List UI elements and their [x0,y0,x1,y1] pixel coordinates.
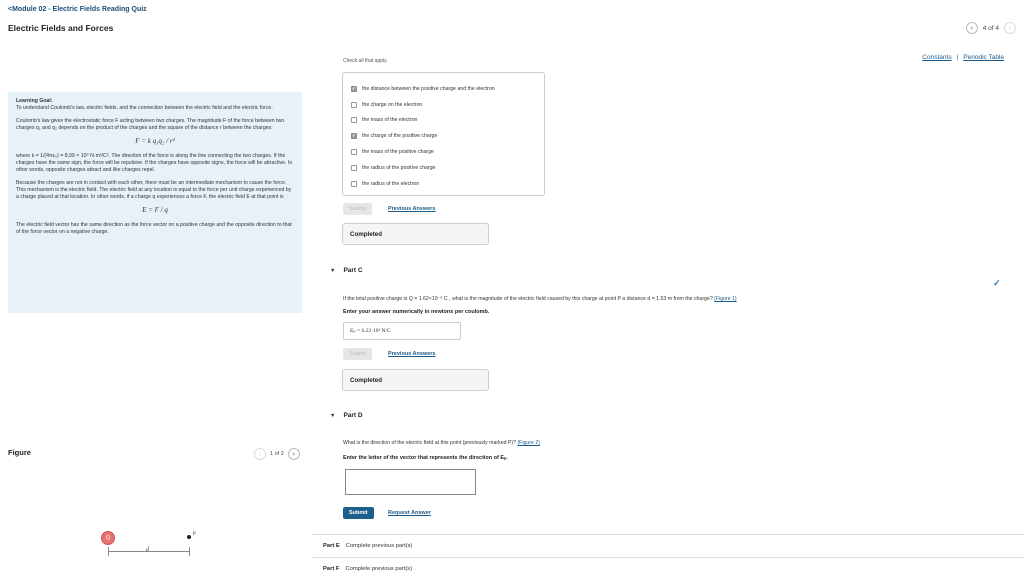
part-b-completed-status: Completed [342,223,489,245]
checkbox-label: the radius of the positive charge [362,164,436,171]
part-f-row[interactable] [323,566,412,572]
learning-goal-title: Learning Goal: [16,98,53,104]
part-e-title: Part E [323,543,340,549]
caret-down-icon: ▼ [330,412,336,419]
part-c-instruction: Enter your answer numerically in newtons per coulomb. [343,309,490,315]
checkbox-label: the charge of the positive charge [362,133,438,140]
link-separator: | [956,54,959,61]
figure-1-link[interactable]: (Figure 1) [714,296,737,302]
checkmark-icon: ✓ [993,278,1001,288]
point-p-label: P [193,532,196,537]
figure-next-icon[interactable]: › [288,448,300,460]
part-b-previous-answers-link[interactable]: Previous Answers [388,206,436,212]
figure-pager [254,448,300,460]
direction-paragraph: The electric field vector has the same direction as the force vector on a positive charge and the opposite direction to that of the force vector on a negative charge. [16,222,292,235]
checkbox-option[interactable] [351,128,536,144]
back-to-module-link[interactable]: <Module 02 - Electric Fields Reading Quiz [8,6,147,13]
field-formula: E = F / q [142,206,168,214]
part-f-text: Complete previous part(s) [345,566,413,572]
resource-links [922,54,1004,61]
item-pager [966,22,1016,34]
checkbox-label: the radius of the electron [362,180,420,187]
part-c-question [343,296,737,302]
distance-tick-left [108,547,109,556]
charge-q-icon: Q [101,531,115,545]
part-d-instruction: Enter the letter of the vector that represents the direction of Eₚ. [343,455,508,461]
coulomb-formula: F = k q₁q₂ / r² [135,137,175,145]
checkbox-option[interactable] [351,144,536,160]
checkbox-option[interactable] [351,113,536,129]
checkbox-label: the charge on the electron [362,101,423,108]
checkbox[interactable] [351,165,357,171]
part-d-submit-button[interactable]: Submit [343,507,374,519]
part-c-title: Part C [343,267,363,274]
part-d-question-text: What is the direction of the electric field at this point (previously marked P)? [343,440,516,446]
part-c-answer-field: Eₚ = 6.22·10³ N/C [343,322,461,340]
part-e-row[interactable] [323,543,412,549]
chevron-right-icon[interactable]: › [1004,22,1016,34]
checkbox[interactable] [351,117,357,123]
part-b-instruction: Check all that apply. [343,58,388,63]
divider [312,534,1024,535]
part-d-title: Part D [343,412,363,419]
coulomb-paragraph: Coulomb's law gives the electrostatic force F acting between two charges. The magnitude F of the force between two charges q₁ and q₂ depends on the product of the charges and the square of the distance r between the charges: [16,118,285,131]
caret-down-icon: ▼ [330,267,336,274]
part-f-title: Part F [323,566,340,572]
checkbox-option[interactable] [351,160,536,176]
checkbox-option[interactable] [351,81,536,97]
checkbox[interactable] [351,149,357,155]
part-d-question [343,440,540,446]
part-c-header[interactable] [330,267,363,274]
checkbox[interactable]: ✓ [351,133,357,140]
figure-prev-icon[interactable]: ‹ [254,448,266,460]
part-b-checklist [342,72,545,196]
divider [312,557,1024,558]
checkbox[interactable] [351,102,357,108]
checkbox-option[interactable] [351,176,536,192]
checkbox[interactable]: ✓ [351,85,357,92]
field-paragraph: Because the charges are not in contact with each other, there must be an intermediate mechanism to cause the force. This mechanism is the electric field. The electric field at any location is equal to the force per unit charge experienced by a charge placed at that location. In other words, if a charge q experiences a force F, the electric field E at that point is [16,180,292,200]
constant-paragraph: where k = 1/(4πε₀) = 8.99 × 10⁹ N·m²/C². The direction of the force is along the line connecting the two charges. If the charges have the same sign, the force will be repulsive. If the charges have opposite signs, the force will be attractive. In other words, opposite charges attract and like charges repel. [16,153,293,173]
periodic-table-link[interactable]: Periodic Table [963,54,1004,61]
part-d-header[interactable] [330,412,363,419]
part-c-submit-button[interactable]: Submit [343,348,372,360]
distance-tick-right [189,547,190,556]
part-c-question-text: If the total positive charge is Q = 1.62×10⁻⁶ C , what is the magnitude of the electric field caused by this charge at point P a distance d = 1.53 m from the charge? [343,296,713,302]
checkbox-label: the mass of the positive charge [362,149,434,156]
part-d-request-answer-link[interactable]: Request Answer [388,510,431,516]
figure-2-link[interactable]: (Figure 2) [517,440,540,446]
pager-text: 4 of 4 [982,24,999,32]
constants-link[interactable]: Constants [922,54,952,61]
part-b-submit-button[interactable]: Submit [343,203,372,215]
checkbox[interactable] [351,181,357,187]
figure-pager-text: 1 of 2 [270,451,284,457]
part-c-completed-status: Completed [342,369,489,391]
learning-goal-text: To understand Coulomb's law, electric fields, and the connection between the electric field and the electric force. [16,105,273,111]
part-c-previous-answers-link[interactable]: Previous Answers [388,351,436,357]
page-title: Electric Fields and Forces [8,23,114,33]
point-p-marker [187,535,191,539]
chevron-left-icon[interactable]: ‹ [966,22,978,34]
top-bar [0,0,1024,44]
checkbox-option[interactable] [351,97,536,113]
learning-goal-panel [8,92,302,313]
part-d-answer-input[interactable] [345,469,476,495]
distance-label: d [146,547,149,553]
checkbox-label: the distance between the positive charge and the electron [362,85,495,92]
checkbox-label: the mass of the electron [362,117,418,124]
figure-label: Figure [8,448,31,457]
part-e-text: Complete previous part(s) [345,543,413,549]
